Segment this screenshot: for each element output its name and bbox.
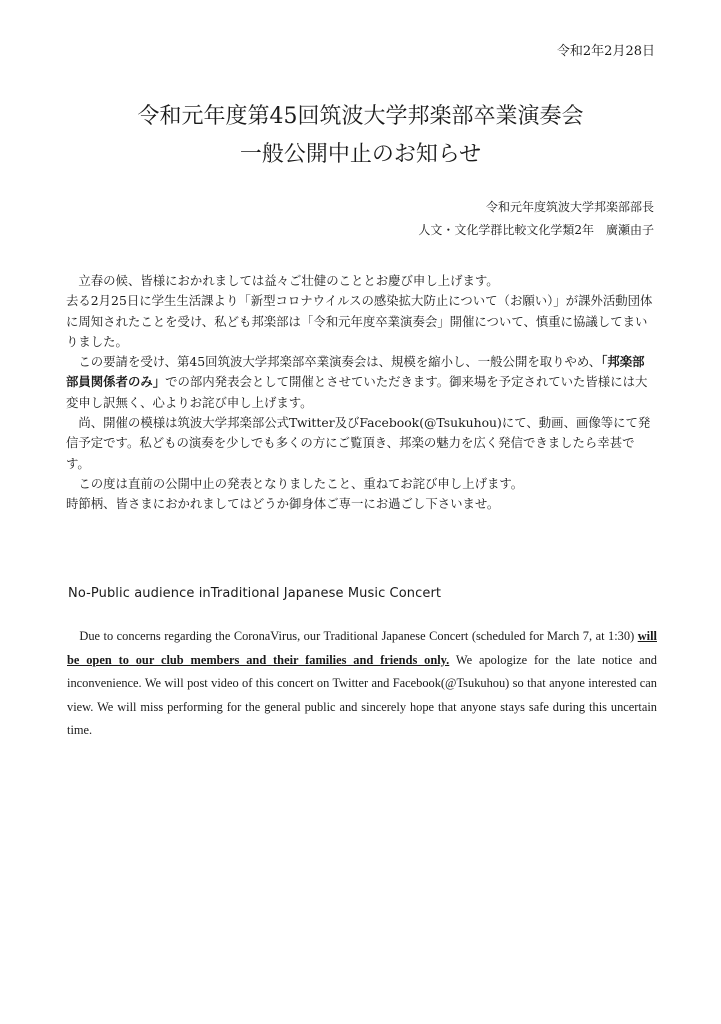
japanese-body	[66, 271, 656, 515]
en-members-only-emphasis: will be open to our club members and their families and friends only.	[67, 629, 657, 667]
author-position: 令和元年度筑波大学邦楽部部長	[485, 200, 654, 214]
english-body	[67, 625, 657, 743]
jp-apology: この度は直前の公開中止の発表となりましたこと、重ねてお詫び申し上げます。	[66, 475, 524, 491]
en-text-b: We apologize for the late notice and inconvenience. We will post video of this concert on Twitter and Facebook(@Tsukuhou) so that anyone interested can view. We will miss performing for the general public and sincerely hope that anyone stays safe during this uncertain time.	[67, 652, 657, 738]
en-text-a: Due to concerns regarding the CoronaVirus, our Traditional Japanese Concert (scheduled for March 7, at 1:30)	[79, 629, 638, 643]
issue-date: 令和2年2月28日	[556, 44, 655, 59]
title-line-1: 令和元年度第45回筑波大学邦楽部卒業演奏会	[137, 104, 584, 129]
author-block	[418, 196, 654, 242]
jp-members-only-emphasis: 「邦楽部部員関係者のみ」	[66, 354, 645, 390]
jp-decision	[66, 352, 656, 413]
author-name: 人文・文化学群比較文化学類2年 廣瀬由子	[418, 223, 654, 237]
jp-background: 去る2月25日に学生生活課より「新型コロナウイルスの感染拡大防止について（お願い）」が課外活動団体に周知されたことを受け、私ども邦楽部は「令和元年度卒業演奏会」開催について、慎重に協議してまいりました。	[66, 293, 653, 349]
jp-closing: 時節柄、皆さまにおかれましてはどうか御身体ご専一にお過ごし下さいませ。	[66, 496, 500, 512]
english-paragraph	[67, 625, 657, 743]
document-title	[0, 98, 721, 174]
jp-greeting: 立春の候、皆様におかれましては益々ご壮健のこととお慶び申し上げます。	[66, 273, 499, 288]
jp-decision-text-b: での部内発表会として開催とさせていただきます。御来場を予定されていた皆様には大変申し訳無く、心よりお詫び申し上げます。	[66, 374, 648, 410]
jp-decision-text-a: この要請を受け、第45回筑波大学邦楽部卒業演奏会は、規模を縮小し、一般公開を取りやめ、	[66, 354, 602, 370]
jp-broadcast-notice: 尚、開催の模様は筑波大学邦楽部公式Twitter及びFacebook(@Tsukuhou)にて、動画、画像等にて発信予定です。私どもの演奏を少しでも多くの方にご覧頂き、邦楽の魅力を広く発信できましたら幸甚です。	[66, 415, 651, 471]
title-line-2: 一般公開中止のお知らせ	[239, 142, 482, 167]
english-heading: No-Public audience inTraditional Japanese Music Concert	[68, 586, 442, 601]
